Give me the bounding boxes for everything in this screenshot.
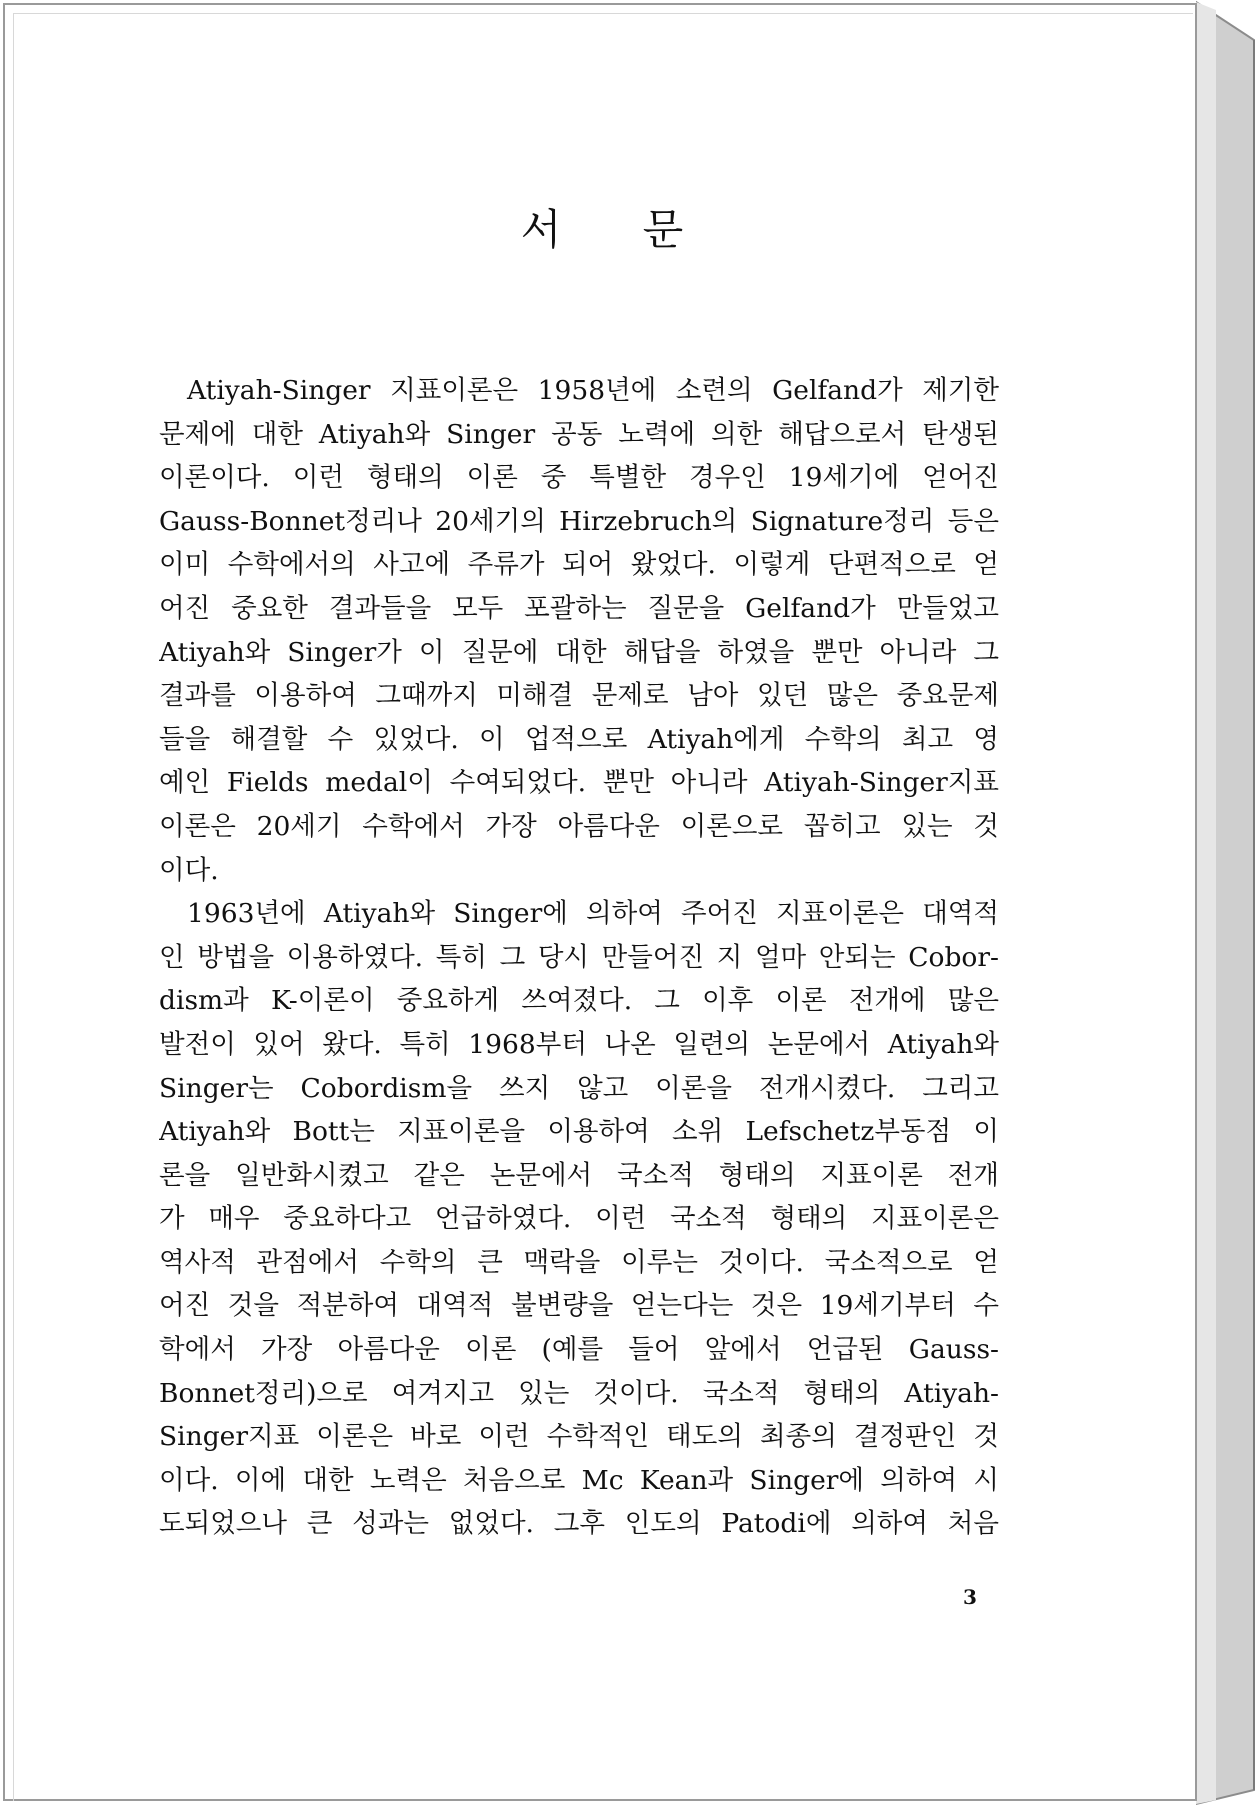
- text-line: dism과 K-이론이 중요하게 쓰여졌다. 그 이후 이론 전개에 많은: [159, 985, 999, 1017]
- page-edge-shape: [1196, 0, 1258, 1806]
- text-line: 도되었으나 큰 성과는 없었다. 그후 인도의 Patodi에 의하여 처음: [159, 1508, 999, 1540]
- text-line: 결과를 이용하여 그때까지 미해결 문제로 남아 있던 많은 중요문제: [159, 680, 999, 712]
- body-text: [159, 369, 999, 1546]
- text-line: 어진 것을 적분하여 대역적 불변량을 얻는다는 것은 19세기부터 수: [159, 1290, 999, 1322]
- text-line: 발전이 있어 왔다. 특히 1968부터 나온 일련의 논문에서 Atiyah와: [159, 1028, 999, 1060]
- text-line: 문제에 대한 Atiyah와 Singer 공동 노력에 의한 해답으로서 탄생된: [159, 418, 999, 450]
- text-line: 인 방법을 이용하였다. 특히 그 당시 만들어진 지 얼마 안되는 Cobor-: [159, 941, 999, 973]
- text-line: 학에서 가장 아름다운 이론 (예를 들어 앞에서 언급된 Gauss-: [159, 1334, 999, 1366]
- text-line: Singer지표 이론은 바로 이런 수학적인 태도의 최종의 결정판인 것: [159, 1421, 999, 1453]
- page-title: 서 문: [520, 205, 718, 254]
- text-line: Singer는 Cobordism을 쓰지 않고 이론을 전개시켰다. 그리고: [159, 1072, 999, 1104]
- text-line: 이론이다. 이런 형태의 이론 중 특별한 경우인 19세기에 얻어진: [159, 462, 999, 494]
- text-line: 론을 일반화시켰고 같은 논문에서 국소적 형태의 지표이론 전개: [159, 1159, 999, 1191]
- text-line: 이론은 20세기 수학에서 가장 아름다운 이론으로 꼽히고 있는 것: [159, 810, 999, 842]
- text-line: 어진 중요한 결과들을 모두 포괄하는 질문을 Gelfand가 만들었고: [159, 592, 999, 624]
- text-line: 이다.: [159, 854, 219, 886]
- text-line: 이미 수학에서의 사고에 주류가 되어 왔었다. 이렇게 단편적으로 얻: [159, 549, 999, 581]
- page-edge: [1196, 0, 1258, 1806]
- text-line: 역사적 관점에서 수학의 큰 맥락을 이루는 것이다. 국소적으로 얻: [159, 1246, 999, 1278]
- text-line: 1963년에 Atiyah와 Singer에 의하여 주어진 지표이론은 대역적: [187, 898, 999, 930]
- text-line: 들을 해결할 수 있었다. 이 업적으로 Atiyah에게 수학의 최고 영: [159, 723, 999, 755]
- text-line: 이다. 이에 대한 노력은 처음으로 Mc Kean과 Singer에 의하여 시: [159, 1464, 999, 1496]
- text-line: Gauss-Bonnet정리나 20세기의 Hirzebruch의 Signature정리 등은: [159, 505, 999, 537]
- text-line: 가 매우 중요하다고 언급하였다. 이런 국소적 형태의 지표이론은: [159, 1203, 999, 1235]
- text-line: Atiyah-Singer 지표이론은 1958년에 소련의 Gelfand가 제기한: [187, 375, 999, 406]
- page-number: 3: [963, 1585, 977, 1609]
- text-line: Atiyah와 Bott는 지표이론을 이용하여 소위 Lefschetz부동점 이: [159, 1116, 999, 1148]
- text-line: 예인 Fields medal이 수여되었다. 뿐만 아니라 Atiyah-Singer지표: [159, 767, 999, 799]
- text-line: Bonnet정리)으로 여겨지고 있는 것이다. 국소적 형태의 Atiyah-: [159, 1377, 999, 1409]
- text-line: Atiyah와 Singer가 이 질문에 대한 해답을 하였을 뿐만 아니라 그: [159, 636, 999, 668]
- book-page: [3, 3, 1197, 1801]
